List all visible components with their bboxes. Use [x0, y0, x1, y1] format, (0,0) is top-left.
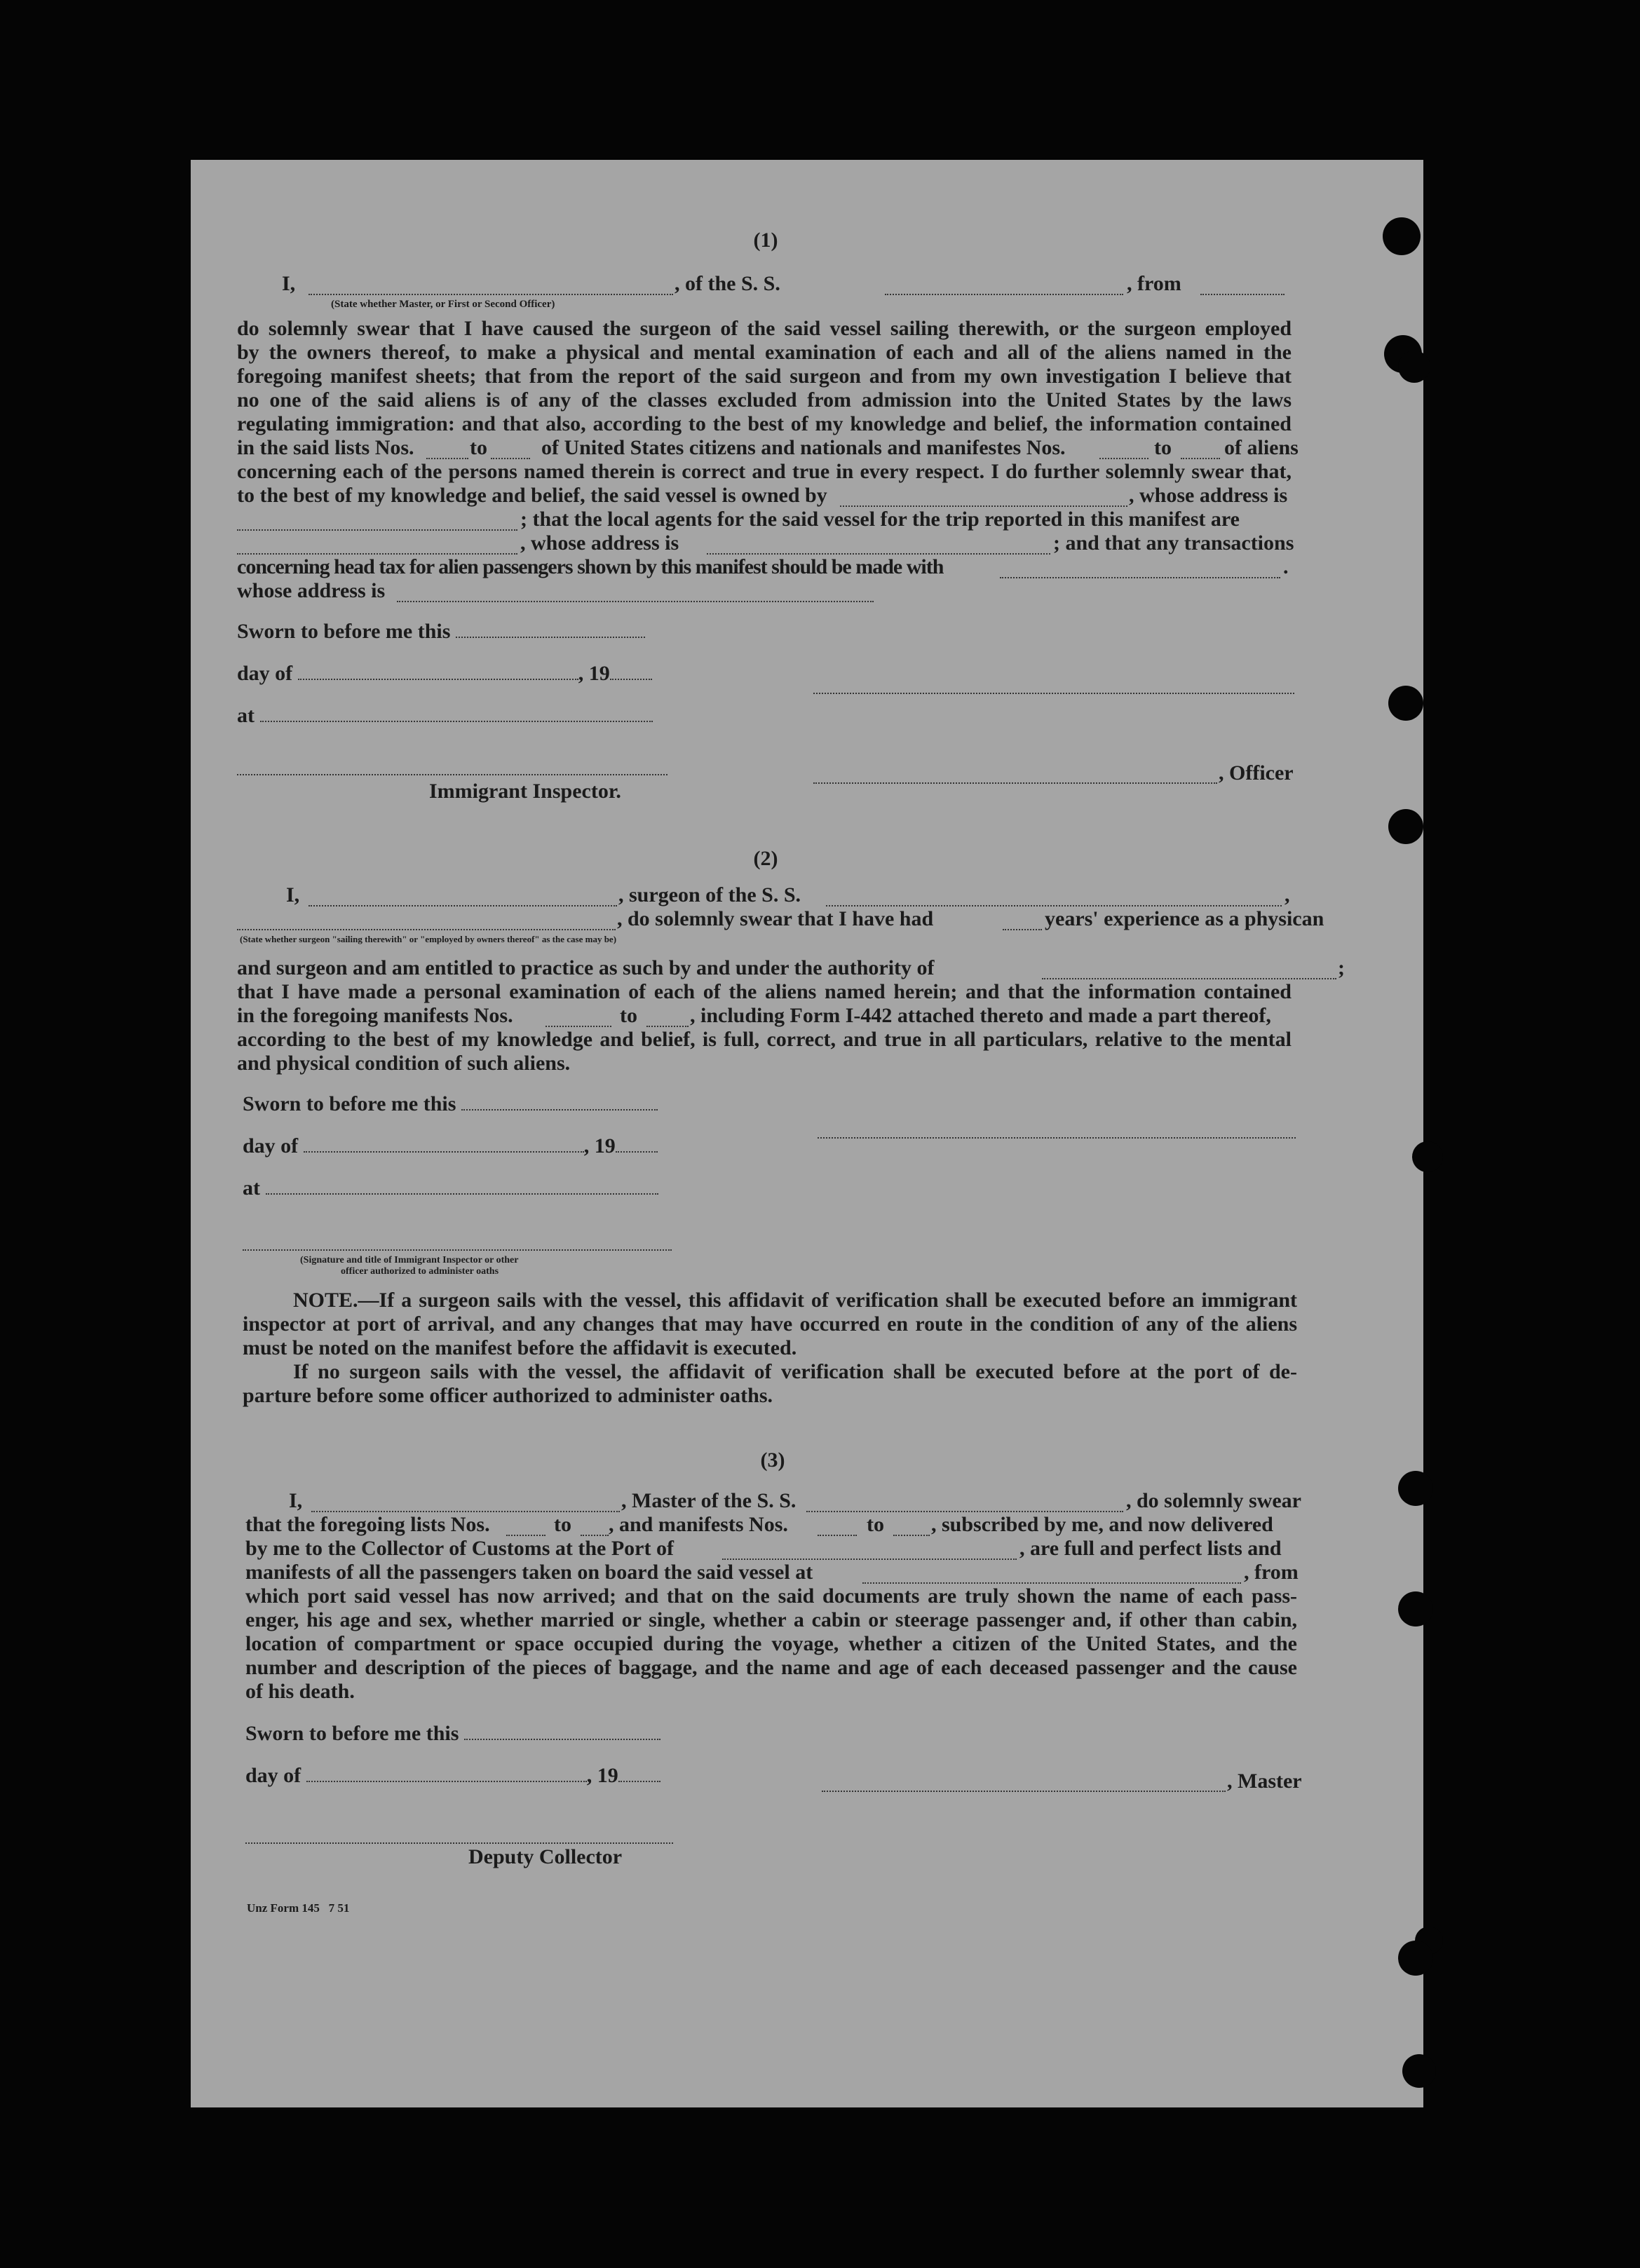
- s3-master-name-field[interactable]: [311, 1510, 620, 1512]
- s3-l4-a: manifests of all the passengers taken on board the said vessel at: [245, 1561, 813, 1584]
- surgeon-status-field[interactable]: [237, 928, 616, 930]
- binder-hole: [1383, 217, 1421, 255]
- s1-l8-b: , whose address is: [1129, 484, 1288, 507]
- s1-l9: ; that the local agents for the said vessel for the trip reported in this manifest are: [520, 508, 1240, 531]
- owner-field[interactable]: [840, 505, 1127, 507]
- s2-l3-b: ;: [1338, 956, 1345, 979]
- s2-l3-a: and surgeon and am entitled to practice as such by and under the authority of: [237, 956, 935, 979]
- s2-manifests-to-field[interactable]: [646, 1025, 689, 1027]
- surgeon-name-field[interactable]: [309, 904, 617, 906]
- s2-note-paragraph-2: [243, 1360, 1297, 1384]
- form-identifier: Unz Form 145 7 51: [247, 1901, 350, 1915]
- s3-l2-e: , subscribed by me, and now delivered: [931, 1513, 1273, 1536]
- s2-l2-a: , do solemnly swear that I have had: [617, 907, 934, 930]
- s1-para-line: no one of the said aliens is of any of the classes excluded from admission into the United States by the laws: [237, 388, 1292, 412]
- s3-vessel-field[interactable]: [806, 1510, 1123, 1512]
- s2-sworn-text: Sworn to before me this: [243, 1092, 456, 1115]
- s2-l5-b: to: [620, 1004, 637, 1027]
- s3-l2-c: , and manifests Nos.: [609, 1513, 788, 1536]
- s1-line1-a: I,: [282, 272, 296, 295]
- s2-place-field[interactable]: [266, 1193, 658, 1195]
- s3-sworn-text: Sworn to before me this: [245, 1722, 459, 1745]
- s1-year-text: , 19: [578, 662, 610, 685]
- s1-officer-signature-line[interactable]: [813, 693, 1294, 694]
- s3-l1-b: , Master of the S. S.: [621, 1489, 797, 1512]
- s3-dayof: [245, 1764, 694, 1788]
- s1-note: (State whether Master, or First or Second Officer): [331, 299, 555, 310]
- s3-year-text: , 19: [586, 1764, 618, 1787]
- s3-collector-signature-line[interactable]: [245, 1842, 673, 1844]
- s3-sworn: [245, 1722, 666, 1746]
- s3-para-last: of his death.: [245, 1680, 355, 1703]
- s1-sworn-date-field[interactable]: [456, 636, 645, 638]
- s1-l6-c: of United States citizens and nationals and manifestes Nos.: [541, 436, 1066, 459]
- section-1-number: (1): [753, 229, 778, 252]
- s3-year-field[interactable]: [618, 1780, 660, 1782]
- s2-sig-note-2: officer authorized to administer oaths: [341, 1266, 499, 1277]
- s2-inspector-signature-line[interactable]: [243, 1249, 672, 1251]
- s1-dayof: [237, 662, 686, 686]
- s2-l5-a: in the foregoing manifests Nos.: [237, 1004, 513, 1027]
- embark-port-field[interactable]: [862, 1582, 1241, 1584]
- authority-field[interactable]: [1042, 977, 1336, 979]
- s2-line7: and physical condition of such aliens.: [237, 1052, 571, 1075]
- s1-l6-b: to: [470, 436, 487, 459]
- s1-l12: whose address is: [237, 579, 386, 602]
- s2-year-field[interactable]: [616, 1150, 658, 1153]
- s3-l2-a: that the foregoing lists Nos.: [245, 1513, 490, 1536]
- s1-l6-e: of aliens: [1224, 436, 1299, 459]
- lists-from-field[interactable]: [426, 457, 468, 459]
- form-page: [191, 160, 1423, 2107]
- s1-dayof-text: day of: [237, 662, 293, 685]
- s1-officer-label: , Officer: [1219, 761, 1294, 785]
- s3-master-signature-line[interactable]: [822, 1791, 1226, 1792]
- s1-line1-c: , from: [1127, 272, 1181, 295]
- s3-lists-from-field[interactable]: [506, 1534, 545, 1536]
- s2-dayof-text: day of: [243, 1134, 299, 1157]
- s3-l3-b: , are full and perfect lists and: [1019, 1537, 1282, 1560]
- s2-line4: [237, 980, 1292, 1004]
- s1-sworn-text: Sworn to before me this: [237, 620, 451, 643]
- s3-paragraph: [245, 1584, 1297, 1680]
- s1-l7: concerning each of the persons named therein is correct and true in every respect. I do further solemnly swear that,: [237, 460, 1292, 483]
- s3-para-line: enger, his age and sex, whether married or single, whether a cabin or steerage passenger and, if other than cabin,: [245, 1608, 1297, 1631]
- s2-l1-b: , surgeon of the S. S.: [618, 883, 801, 906]
- s1-para-line: by the owners thereof, to make a physical and mental examination of each and all of the aliens named in the: [237, 341, 1292, 364]
- s3-month-field[interactable]: [306, 1780, 587, 1782]
- s2-note-paragraph-1: [243, 1289, 1297, 1336]
- s1-l6-d: to: [1154, 436, 1172, 459]
- s2-l2-b: years' experience as a physican: [1045, 907, 1324, 930]
- s1-sworn: [237, 620, 658, 644]
- s2-line6: [237, 1028, 1292, 1052]
- s2-sworn-date-field[interactable]: [461, 1108, 658, 1111]
- s2-month-field[interactable]: [304, 1150, 584, 1153]
- manifests-to-field[interactable]: [1181, 457, 1220, 459]
- s2-note-line-3: must be noted on the manifest before the affidavit is executed.: [243, 1336, 797, 1359]
- s1-l11-a: concerning head tax for alien passengers shown by this manifest should be made with: [237, 555, 944, 578]
- agent-field[interactable]: [237, 552, 517, 555]
- s3-l3-a: by me to the Collector of Customs at the Port of: [245, 1537, 674, 1560]
- s1-l10-b: ; and that any transactions: [1053, 531, 1294, 555]
- s3-sworn-date-field[interactable]: [464, 1738, 660, 1740]
- manifests-from-field[interactable]: [1099, 457, 1148, 459]
- s2-year-text: , 19: [583, 1134, 616, 1157]
- binder-hole: [1412, 1141, 1443, 1172]
- s2-sig-note-1: (Signature and title of Immigrant Inspector or other: [300, 1255, 519, 1265]
- headtax-field[interactable]: [1000, 576, 1280, 578]
- s3-l2-d: to: [867, 1513, 884, 1536]
- s3-manifests-from-field[interactable]: [818, 1534, 857, 1536]
- section-2-number: (2): [753, 847, 778, 870]
- binder-hole: [1398, 1471, 1433, 1506]
- s1-inspector-label: Immigrant Inspector.: [429, 780, 621, 803]
- years-experience-field[interactable]: [1003, 928, 1042, 930]
- s2-vessel-field[interactable]: [826, 904, 1282, 906]
- s1-place-field[interactable]: [260, 720, 653, 722]
- s3-deputy-label: Deputy Collector: [468, 1845, 623, 1868]
- s1-l6-a: in the said lists Nos.: [237, 436, 414, 459]
- s3-lists-to-field[interactable]: [581, 1534, 609, 1536]
- s1-line7: [237, 460, 1292, 484]
- section-3-number: (3): [760, 1448, 785, 1472]
- s1-l11-b: .: [1283, 555, 1289, 578]
- s1-at-text: at: [237, 704, 255, 727]
- s1-l8-a: to the best of my knowledge and belief, the said vessel is owned by: [237, 484, 827, 507]
- binder-hole: [1388, 809, 1423, 844]
- agent-address-field[interactable]: [707, 552, 1050, 555]
- s1-month-field[interactable]: [298, 678, 578, 680]
- s3-l4-b: , from: [1244, 1561, 1299, 1584]
- s2-l4: that I have made a personal examination of each of the aliens named herein; and that the information contained: [237, 980, 1292, 1003]
- s3-para-line: which port said vessel has now arrived; and that on the said documents are truly shown the name of each pass-: [245, 1584, 1297, 1608]
- s2-sworn: [243, 1092, 663, 1116]
- binder-hole: [1402, 2054, 1436, 2088]
- s1-paragraph: [237, 317, 1292, 436]
- headtax-address-field[interactable]: [397, 600, 874, 602]
- s2-at-text: at: [243, 1176, 260, 1200]
- binder-hole: [1388, 686, 1423, 721]
- s3-master-label: , Master: [1227, 1770, 1302, 1793]
- vessel-name-field[interactable]: [885, 293, 1123, 295]
- s2-surgeon-signature-line[interactable]: [818, 1137, 1296, 1139]
- s1-para-line: regulating immigration: and that also, according to the best of my knowledge and belief, the information contained: [237, 412, 1292, 435]
- s1-at: [237, 704, 686, 728]
- s1-para-line: do solemnly swear that I have caused the surgeon of the said vessel sailing therewith, or the surgeon employed: [237, 317, 1292, 340]
- s1-inspector-signature-line[interactable]: [237, 774, 667, 775]
- s2-note-line: NOTE.—If a surgeon sails with the vessel, this affidavit of verification shall be executed before an immigrant: [293, 1289, 1297, 1312]
- master-name-field[interactable]: [309, 293, 673, 295]
- owner-address-field[interactable]: [237, 529, 517, 531]
- s2-l1-a: I,: [286, 883, 300, 906]
- binder-hole: [1398, 351, 1430, 383]
- binder-hole: [1398, 1591, 1433, 1627]
- s2-l6: according to the best of my knowledge and belief, is full, correct, and true in all particulars, relative to the mental: [237, 1028, 1292, 1051]
- s2-dayof: [243, 1134, 691, 1158]
- s2-l5-c: , including Form I-442 attached thereto and made a part thereof,: [690, 1004, 1271, 1027]
- port-field[interactable]: [722, 1558, 1017, 1560]
- s3-para-line: number and description of the pieces of baggage, and the name and age of each deceased passenger and the cause: [245, 1656, 1297, 1679]
- lists-to-field[interactable]: [491, 457, 530, 459]
- s3-manifests-to-field[interactable]: [893, 1534, 930, 1536]
- s2-manifests-from-field[interactable]: [545, 1025, 611, 1027]
- s1-year-field[interactable]: [610, 678, 652, 680]
- s1-para-line: foregoing manifest sheets; that from the report of the said surgeon and from my own investigation I believe that: [237, 365, 1292, 388]
- s3-l1-a: I,: [289, 1489, 303, 1512]
- s2-note-line: If no surgeon sails with the vessel, the affidavit of verification shall be executed before at the port of de-: [293, 1360, 1297, 1383]
- s2-l1-c: ,: [1285, 883, 1290, 906]
- s3-l1-c: , do solemnly swear: [1126, 1489, 1301, 1512]
- s2-note-line: inspector at port of arrival, and any changes that may have occurred en route in the condition of any of the aliens: [243, 1312, 1297, 1336]
- s1-line1-b: , of the S. S.: [675, 272, 780, 295]
- s2-note-line-5: parture before some officer authorized to administer oaths.: [243, 1384, 773, 1407]
- s3-l2-b: to: [554, 1513, 571, 1536]
- s2-note: (State whether surgeon "sailing therewith" or "employed by owners thereof" as the case may be): [240, 934, 617, 944]
- s3-para-line: location of compartment or space occupied during the voyage, whether a citizen of the United States, and the: [245, 1632, 1297, 1655]
- binder-hole: [1398, 1941, 1433, 1976]
- from-port-field[interactable]: [1200, 293, 1285, 295]
- s2-at: [243, 1176, 691, 1200]
- s3-dayof-text: day of: [245, 1764, 301, 1787]
- s1-l10-a: , whose address is: [520, 531, 679, 555]
- s1-officer-name-line[interactable]: [813, 782, 1217, 784]
